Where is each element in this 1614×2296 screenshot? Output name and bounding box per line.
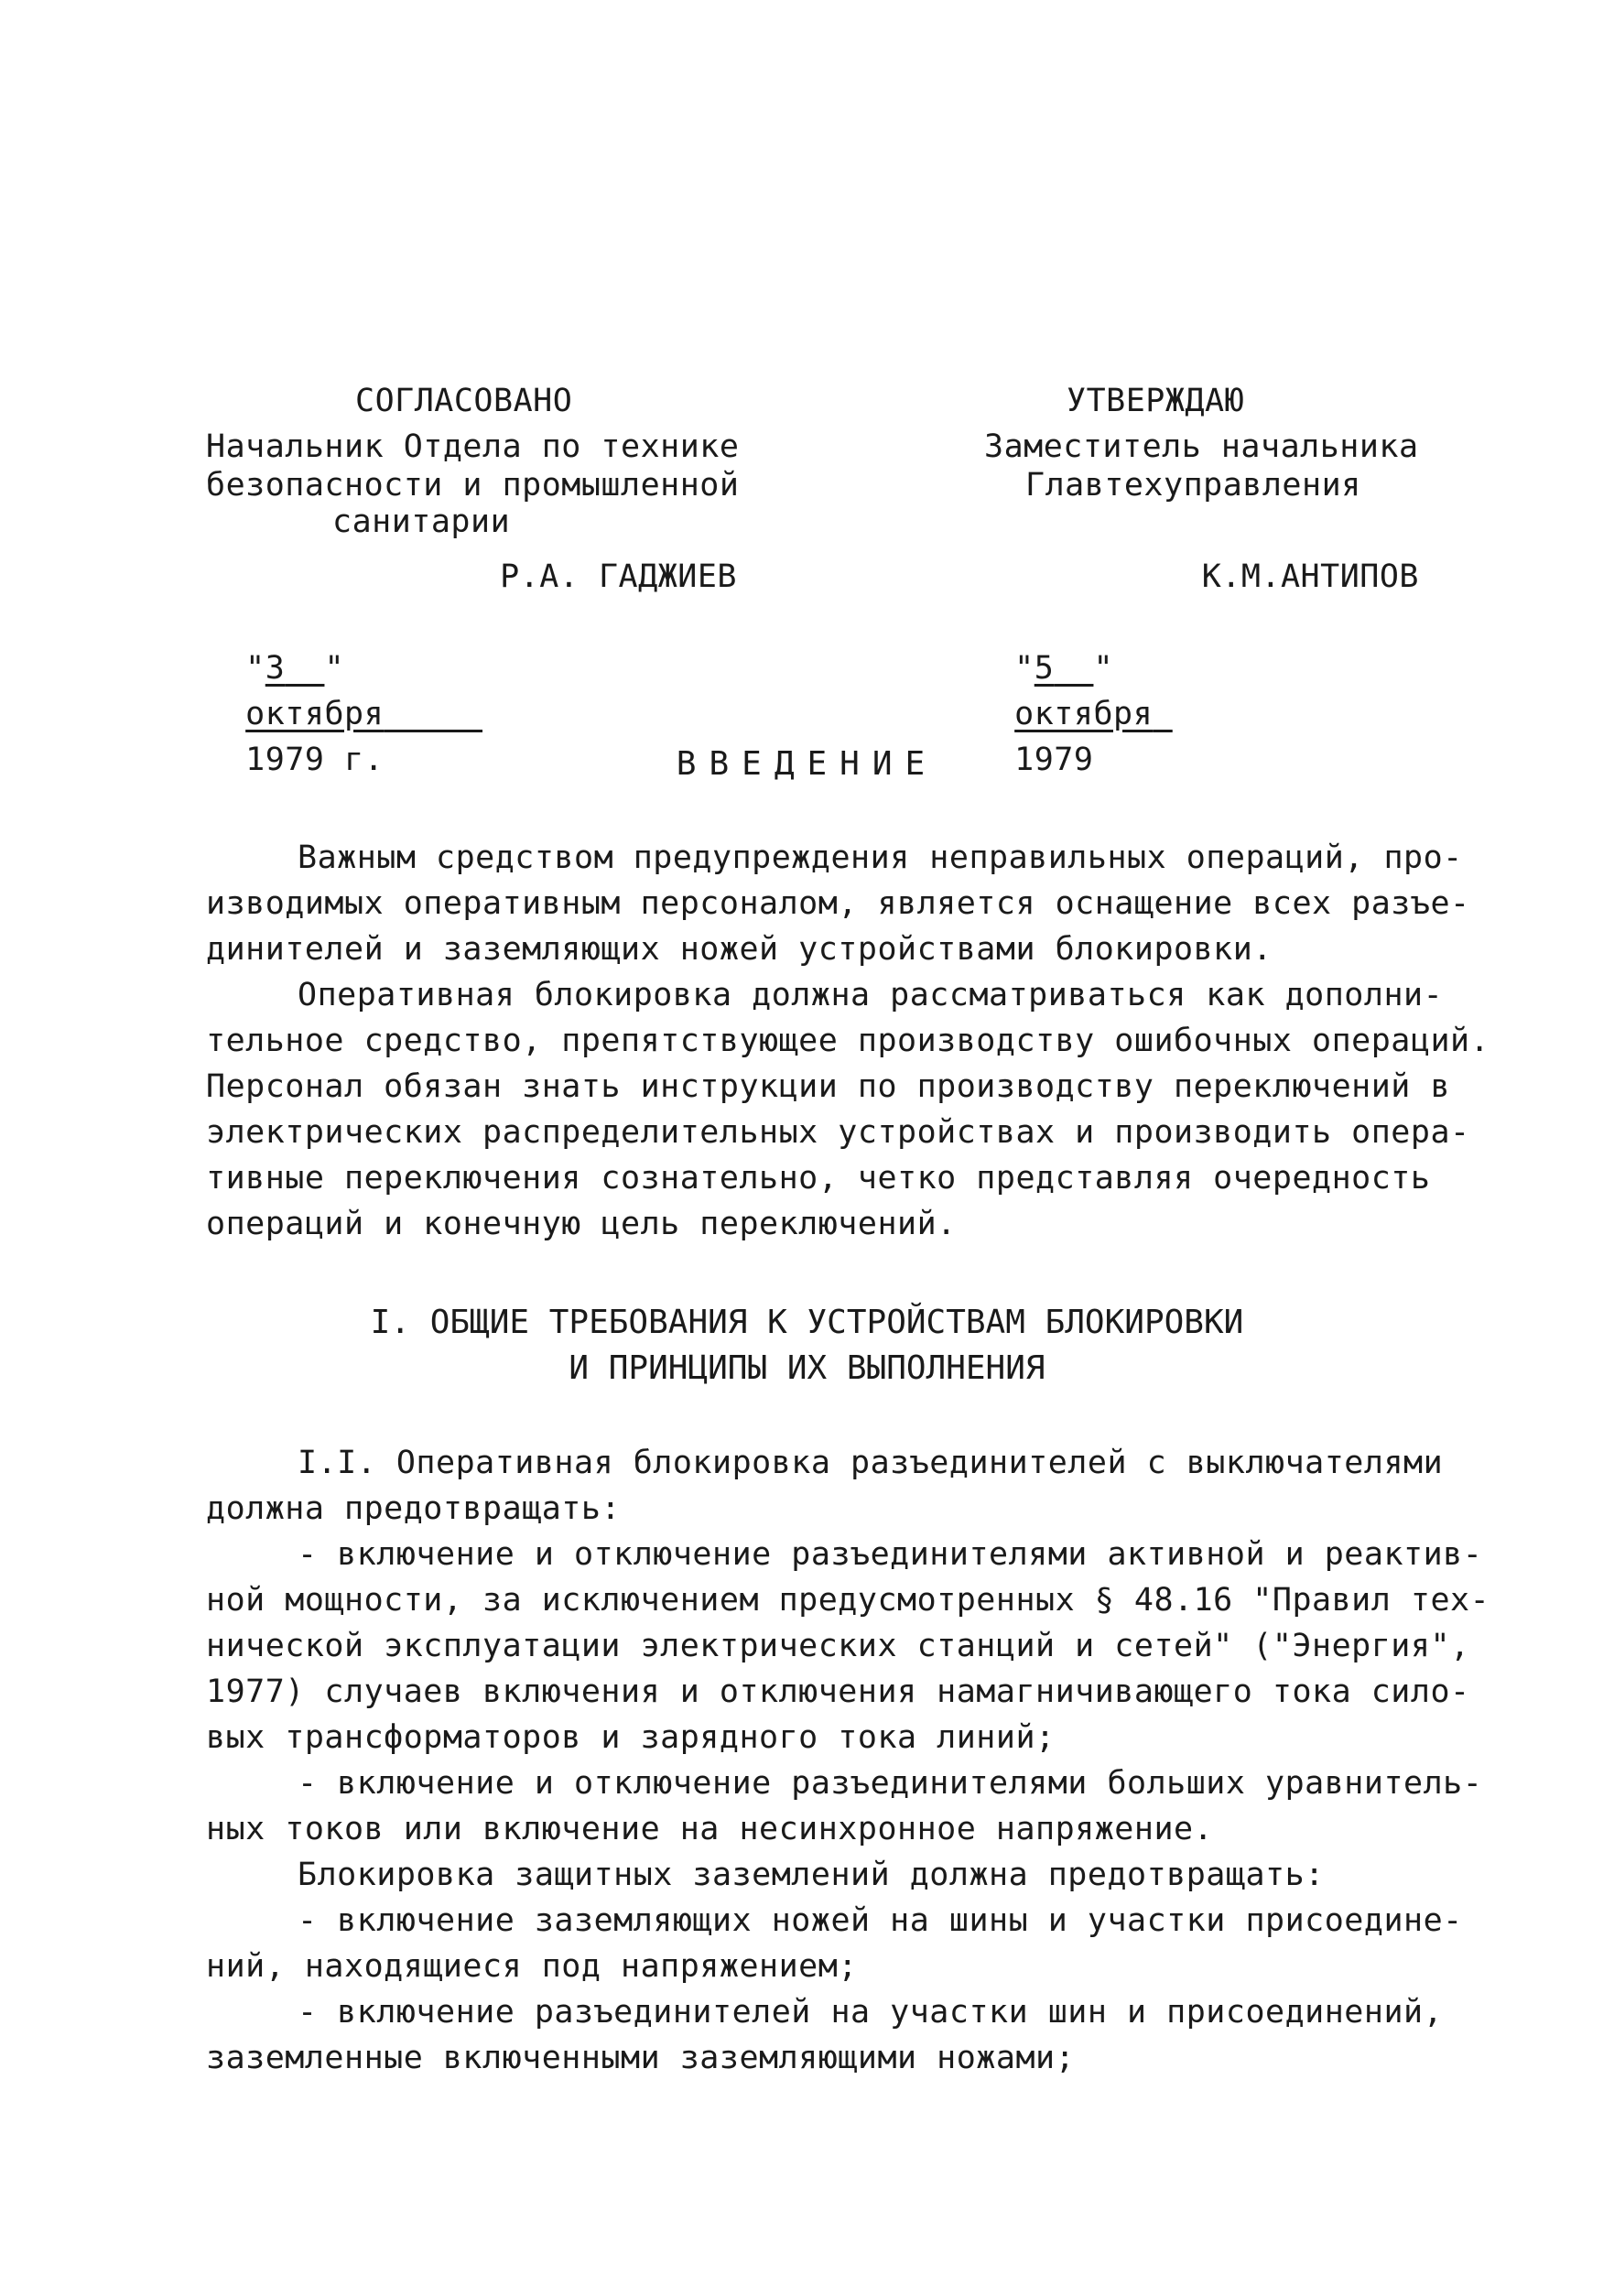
section-line: I.I. Оперативная блокировка разъединителей с выключателями xyxy=(298,1445,1444,1481)
approval-left-date-day: 3 xyxy=(265,650,286,687)
introduction-line: изводимых оперативным персоналом, является оснащение всех разъе- xyxy=(206,885,1470,922)
approval-right-name: К.М.АНТИПОВ xyxy=(1201,558,1419,595)
approval-left-position-line: безопасности и промышленной xyxy=(206,467,740,504)
section-line: вых трансформаторов и зарядного тока линий; xyxy=(206,1719,1056,1756)
section-line: ний, находящиеся под напряжением; xyxy=(206,1948,858,1985)
approval-right-date: "5 " октября 1979 xyxy=(1014,650,1154,778)
section-line: - включение и отключение разъединителями активной и реактив- xyxy=(298,1536,1483,1573)
approval-left-date-month: октября xyxy=(245,696,385,732)
approval-right-date-year: 1979 xyxy=(1014,742,1094,778)
introduction-line: операций и конечную цель переключений. xyxy=(206,1206,957,1242)
introduction-line: тивные переключения сознательно, четко представляя очередность xyxy=(206,1160,1431,1197)
section-line: должна предотвращать: xyxy=(206,1490,622,1527)
section-heading: I. ОБЩИЕ ТРЕБОВАНИЯ К УСТРОЙСТВАМ БЛОКИРОВКИ xyxy=(370,1304,1244,1341)
section-line: - включение разъединителей на участки шин и присоединений, xyxy=(298,1994,1444,2031)
approval-right-title: УТВЕРЖДАЮ xyxy=(1067,383,1245,419)
introduction-line: тельное средство, препятствующее производству ошибочных операций. xyxy=(206,1023,1490,1059)
introduction-line: Персонал обязан знать инструкции по производству переключений в xyxy=(206,1068,1451,1105)
approval-left-date: "3 " октября 1979 г. xyxy=(245,650,385,778)
introduction-line: динителей и заземляющих ножей устройствами блокировки. xyxy=(206,931,1273,968)
approval-left-position-line: санитарии xyxy=(332,504,511,540)
introduction-heading: ВВЕДЕНИЕ xyxy=(676,745,938,783)
section-line: Блокировка защитных заземлений должна предотвращать: xyxy=(298,1857,1325,1893)
section-line: - включение заземляющих ножей на шины и участки присоедине- xyxy=(298,1902,1463,1939)
section-line: - включение и отключение разъединителями больших уравнитель- xyxy=(298,1765,1483,1802)
approval-right-date-month: октября xyxy=(1014,696,1154,732)
approval-left-position-line: Начальник Отдела по технике xyxy=(206,428,740,465)
section-line: заземленные включенными заземляющими ножами; xyxy=(206,2040,1076,2076)
section-heading: И ПРИНЦИПЫ ИХ ВЫПОЛНЕНИЯ xyxy=(569,1349,1045,1387)
approval-right-position-line: Заместитель начальника xyxy=(984,428,1419,465)
approval-left-title: СОГЛАСОВАНО xyxy=(355,383,573,419)
approval-left-date-year: 1979 г. xyxy=(245,742,385,778)
approval-left-name: Р.А. ГАДЖИЕВ xyxy=(500,558,737,595)
introduction-line: Оперативная блокировка должна рассматриваться как дополни- xyxy=(298,977,1444,1013)
introduction-line: электрических распределительных устройствах и производить опера- xyxy=(206,1114,1470,1151)
approval-right-date-day: 5 xyxy=(1034,650,1055,687)
section-line: 1977) случаев включения и отключения намагничивающего тока сило- xyxy=(206,1673,1470,1710)
approval-right-position-line: Главтехуправления xyxy=(1025,467,1361,504)
section-line: нической эксплуатации электрических станций и сетей" ("Энергия", xyxy=(206,1628,1470,1664)
section-line: ной мощности, за исключением предусмотренных § 48.16 "Правил тех- xyxy=(206,1582,1490,1619)
section-line: ных токов или включение на несинхронное напряжение. xyxy=(206,1811,1214,1847)
introduction-line: Важным средством предупреждения неправильных операций, про- xyxy=(298,839,1463,876)
